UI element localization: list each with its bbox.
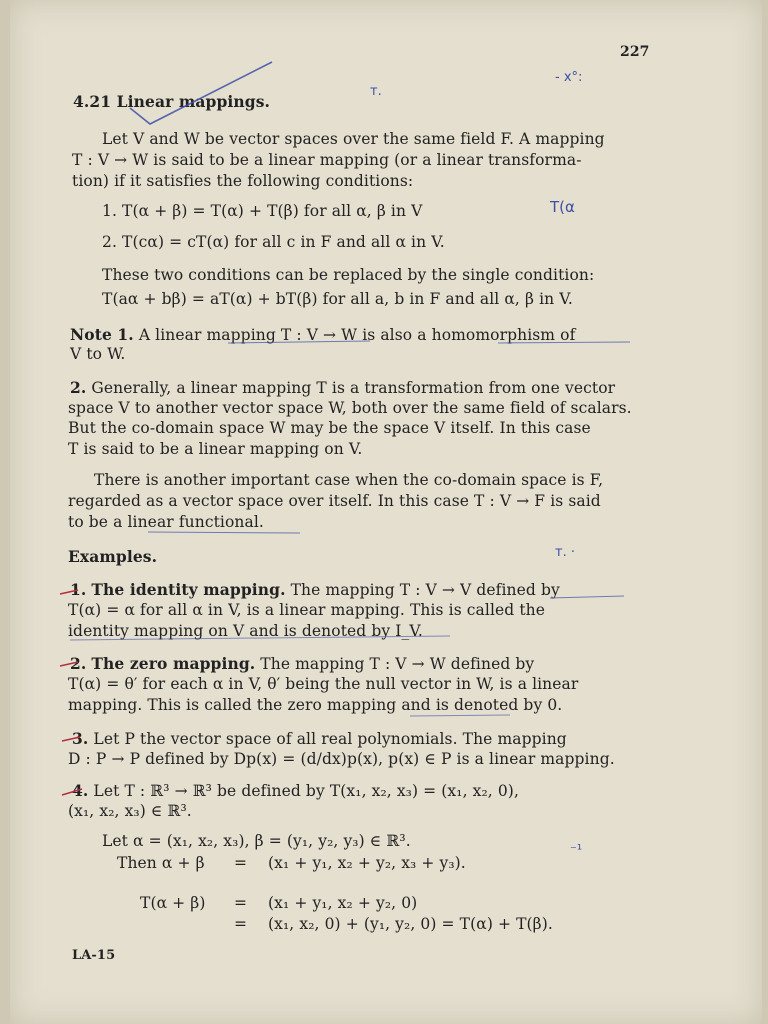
example-4-let: Let α = (x₁, x₂, x₃), β = (y₁, y₂, y₃) ∈ ℝ³. [102, 832, 411, 850]
handwritten-note-right: ⁻¹ [570, 843, 583, 858]
example-4-line-2: (x₁, x₂, x₃) ∈ ℝ³. [68, 802, 192, 820]
example-4-text: Let T : ℝ³ → ℝ³ be defined by T(x₁, x₂, x₃) = (x₁, x₂, 0), [93, 782, 519, 800]
note-2-label: 2. [70, 378, 87, 397]
note-2-line-2: space V to another vector space W, both over the same field of scalars. [68, 399, 632, 417]
note-1-text: A linear mapping T : V → W is also a homomorphism of [138, 326, 576, 344]
handwritten-note-margin: T(α [550, 198, 575, 216]
example-1-line-3: identity mapping on V and is denoted by I_V. [68, 622, 423, 640]
note-2-line-3: But the co-domain space W may be the space V itself. In this case [68, 419, 591, 437]
example-2-title: The zero mapping. [91, 654, 256, 673]
example-1-line-2: T(α) = α for all α in V, is a linear mapping. This is called the [68, 601, 546, 619]
intro-line-3: tion) if it satisfies the following conditions: [72, 172, 414, 190]
note-2-line-4: T is said to be a linear mapping on V. [68, 440, 363, 458]
handwritten-note-examples: ᴛ. · [555, 545, 575, 560]
note-3-line-1: There is another important case when the co-domain space is F, [94, 471, 604, 489]
example-4-then-eq: = [234, 854, 248, 872]
section-title: Linear mappings. [116, 92, 271, 111]
page-number: 227 [620, 44, 650, 60]
example-4-then-rhs: (x₁ + y₁, x₂ + y₂, x₃ + y₃). [268, 854, 466, 872]
note-1-label: Note 1. [70, 325, 134, 344]
example-3-text: Let P the vector space of all real polynomials. The mapping [93, 730, 567, 748]
handwritten-note-title: ᴛ. [370, 84, 382, 99]
example-2-text: The mapping T : V → W defined by [260, 655, 535, 673]
intro-line-1: Let V and W be vector spaces over the same field F. A mapping [102, 130, 605, 148]
page-footer: LA-15 [72, 948, 116, 963]
example-4-then-lhs: Then α + β [117, 854, 205, 872]
book-page [10, 0, 762, 1024]
single-condition-intro: These two conditions can be replaced by the single condition: [102, 266, 595, 284]
handwritten-note-top: - x°: [555, 70, 583, 85]
example-2-number: 2. [70, 654, 87, 673]
example-4-number: 4. [72, 781, 89, 800]
condition-2: 2. T(cα) = cT(α) for all c in F and all α in V. [102, 233, 445, 251]
pen-annotations [10, 0, 762, 1024]
example-4-t-eq-1: = [234, 894, 248, 912]
single-condition-formula: T(aα + bβ) = aT(α) + bT(β) for all a, b in F and all α, β in V. [102, 290, 573, 308]
note-2-text: Generally, a linear mapping T is a transformation from one vector [91, 379, 616, 397]
example-1-title: The identity mapping. [91, 580, 286, 599]
example-1-number: 1. [70, 580, 87, 599]
example-4-t-rhs-2: (x₁, x₂, 0) + (y₁, y₂, 0) = T(α) + T(β). [268, 915, 553, 933]
example-2-line-3: mapping. This is called the zero mapping and is denoted by 0. [68, 696, 563, 714]
examples-heading: Examples. [68, 547, 158, 566]
example-4-t-lhs: T(α + β) [140, 894, 206, 912]
example-4-t-rhs-1: (x₁ + y₁, x₂ + y₂, 0) [268, 894, 418, 912]
intro-line-2: T : V → W is said to be a linear mapping (or a linear transforma- [72, 151, 582, 169]
example-4-t-eq-2: = [234, 915, 248, 933]
example-1-text: The mapping T : V → V defined by [290, 581, 560, 599]
note-3-line-2: regarded as a vector space over itself. In this case T : V → F is said [68, 492, 601, 510]
condition-1: 1. T(α + β) = T(α) + T(β) for all α, β in V [102, 202, 423, 220]
example-3-line-2: D : P → P defined by Dp(x) = (d/dx)p(x), p(x) ∈ P is a linear mapping. [68, 750, 615, 768]
example-3-number: 3. [72, 729, 89, 748]
example-2-line-2: T(α) = θ′ for each α in V, θ′ being the null vector in W, is a linear [68, 675, 579, 693]
note-3-line-3: to be a linear functional. [68, 513, 264, 531]
note-1-line-2: V to W. [70, 345, 126, 363]
section-number: 4.21 [73, 92, 112, 111]
